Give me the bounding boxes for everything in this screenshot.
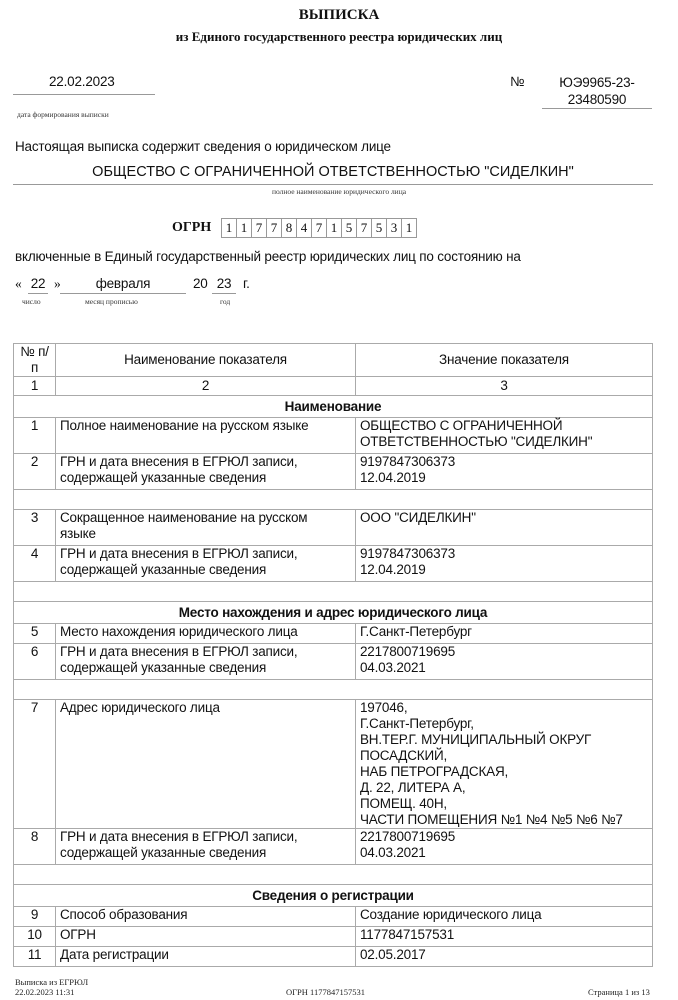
included-text: включенные в Единый государственный реестр юридических лиц по состоянию на	[15, 249, 521, 264]
indicator-name: Способ образования	[56, 907, 356, 927]
row-number: 10	[14, 927, 56, 947]
extract-number-line1: ЮЭ9965-23-	[559, 75, 635, 90]
spacer-row	[14, 680, 653, 700]
footer-page-number: Страница 1 из 13	[588, 987, 650, 997]
extract-number-line2: 23480590	[567, 92, 627, 107]
day-caption: число	[22, 297, 41, 306]
day-value: 22	[30, 276, 46, 291]
table-header-row	[14, 344, 653, 377]
month-caption: месяц прописью	[85, 297, 138, 306]
table-row	[14, 644, 653, 680]
row-number: 8	[14, 829, 56, 865]
header-number: № п/п	[14, 344, 56, 377]
row-number: 9	[14, 907, 56, 927]
ogrn-digit-box: 3	[386, 218, 402, 238]
table-row	[14, 510, 653, 546]
table-row	[14, 829, 653, 865]
footer-ogrn: ОГРН 1177847157531	[286, 987, 365, 997]
indicator-value: 9197847306373 12.04.2019	[356, 546, 653, 582]
section-title: Наименование	[14, 396, 653, 418]
row-number: 2	[14, 454, 56, 490]
footer-left	[15, 977, 88, 997]
table-numbering-row	[14, 377, 653, 396]
ogrn-digit-box: 1	[221, 218, 237, 238]
indicator-name: Место нахождения юридического лица	[56, 624, 356, 644]
table-row	[14, 947, 653, 967]
day-open-quote: «	[15, 276, 22, 291]
ogrn-digit-box: 1	[236, 218, 252, 238]
indicator-name: Дата регистрации	[56, 947, 356, 967]
indicator-name: Сокращенное наименование на русском языке	[56, 510, 356, 546]
spacer-cell	[14, 582, 653, 602]
ogrn-digit-box: 4	[296, 218, 312, 238]
extract-date: 22.02.2023	[49, 74, 115, 89]
section-title: Место нахождения и адрес юридического лица	[14, 602, 653, 624]
indicator-value: ОБЩЕСТВО С ОГРАНИЧЕННОЙ ОТВЕТСТВЕННОСТЬЮ "СИДЕЛКИН"	[356, 418, 653, 454]
spacer-row	[14, 865, 653, 885]
document-title: ВЫПИСКА	[298, 7, 380, 23]
header-indicator-name: Наименование показателя	[56, 344, 356, 377]
table-row	[14, 454, 653, 490]
table-row	[14, 700, 653, 829]
ogrn-boxes	[222, 218, 417, 238]
row-number: 11	[14, 947, 56, 967]
month-value: февраля	[95, 276, 151, 291]
ogrn-digit-box: 7	[311, 218, 327, 238]
day-field	[28, 276, 48, 294]
row-number: 6	[14, 644, 56, 680]
extract-number	[542, 74, 652, 109]
row-number: 3	[14, 510, 56, 546]
numbering-1: 1	[14, 377, 56, 396]
spacer-row	[14, 582, 653, 602]
section-header-row	[14, 602, 653, 624]
indicator-value: Создание юридического лица	[356, 907, 653, 927]
document-subtitle: из Единого государственного реестра юридических лиц	[175, 29, 503, 44]
ogrn-digit-box: 7	[266, 218, 282, 238]
header-indicator-value: Значение показателя	[356, 344, 653, 377]
ogrn-digit-box: 1	[326, 218, 342, 238]
intro-text: Настоящая выписка содержит сведения о юридическом лице	[15, 139, 391, 154]
month-field	[60, 276, 186, 294]
indicator-name: ГРН и дата внесения в ЕГРЮЛ записи, содержащей указанные сведения	[56, 644, 356, 680]
indicator-name: ГРН и дата внесения в ЕГРЮЛ записи, содержащей указанные сведения	[56, 829, 356, 865]
ogrn-digit-box: 8	[281, 218, 297, 238]
indicator-name: Полное наименование на русском языке	[56, 418, 356, 454]
indicator-value: 2217800719695 04.03.2021	[356, 644, 653, 680]
indicator-value: 9197847306373 12.04.2019	[356, 454, 653, 490]
year-field	[212, 276, 236, 294]
year-caption: год	[220, 297, 231, 306]
footer-timestamp: 22.02.2023 11:31	[15, 987, 75, 997]
footer-source: Выписка из ЕГРЮЛ	[15, 977, 89, 987]
year-prefix: 20	[193, 276, 208, 291]
indicator-value: ООО "СИДЕЛКИН"	[356, 510, 653, 546]
row-number: 4	[14, 546, 56, 582]
year-suffix: г.	[243, 276, 250, 291]
ogrn-digit-box: 5	[371, 218, 387, 238]
table-row	[14, 907, 653, 927]
section-header-row	[14, 885, 653, 907]
ogrn-digit-box: 7	[251, 218, 267, 238]
numbering-3: 3	[356, 377, 653, 396]
section-title: Сведения о регистрации	[14, 885, 653, 907]
spacer-cell	[14, 680, 653, 700]
indicator-name: ГРН и дата внесения в ЕГРЮЛ записи, содержащей указанные сведения	[56, 454, 356, 490]
table-row	[14, 927, 653, 947]
ogrn-digit-box: 1	[401, 218, 417, 238]
number-label: №	[510, 74, 525, 89]
spacer-row	[14, 490, 653, 510]
row-number: 1	[14, 418, 56, 454]
indicator-name: ОГРН	[56, 927, 356, 947]
numbering-2: 2	[56, 377, 356, 396]
date-field	[13, 74, 155, 95]
row-number: 5	[14, 624, 56, 644]
full-name-caption: полное наименование юридического лица	[271, 187, 407, 196]
year-value: 23	[216, 276, 232, 291]
section-header-row	[14, 396, 653, 418]
full-name-field	[13, 164, 653, 185]
indicator-value: 02.05.2017	[356, 947, 653, 967]
indicator-name: ГРН и дата внесения в ЕГРЮЛ записи, содержащей указанные сведения	[56, 546, 356, 582]
table-row	[14, 624, 653, 644]
ogrn-digit-box: 5	[341, 218, 357, 238]
extract-table	[13, 343, 653, 967]
indicator-name: Адрес юридического лица	[56, 700, 356, 829]
full-name-value: ОБЩЕСТВО С ОГРАНИЧЕННОЙ ОТВЕТСТВЕННОСТЬЮ "СИДЕЛКИН"	[92, 164, 574, 180]
table-row	[14, 418, 653, 454]
row-number: 7	[14, 700, 56, 829]
table-row	[14, 546, 653, 582]
indicator-value: 2217800719695 04.03.2021	[356, 829, 653, 865]
indicator-value: Г.Санкт-Петербург	[356, 624, 653, 644]
ogrn-label: ОГРН	[172, 220, 212, 235]
ogrn-digit-box: 7	[356, 218, 372, 238]
spacer-cell	[14, 865, 653, 885]
indicator-value: 1177847157531	[356, 927, 653, 947]
day-close-quote: »	[54, 276, 61, 291]
date-caption: дата формирования выписки	[17, 110, 109, 119]
spacer-cell	[14, 490, 653, 510]
indicator-value: 197046, Г.Санкт-Петербург, ВН.ТЕР.Г. МУНИЦИПАЛЬНЫЙ ОКРУГ ПОСАДСКИЙ, НАБ ПЕТРОГРАДСКАЯ, Д. 22, ЛИТЕРА А, ПОМЕЩ. 40Н, ЧАСТИ ПОМЕЩЕНИЯ №1 №4 №5 №6 №7	[356, 700, 653, 829]
